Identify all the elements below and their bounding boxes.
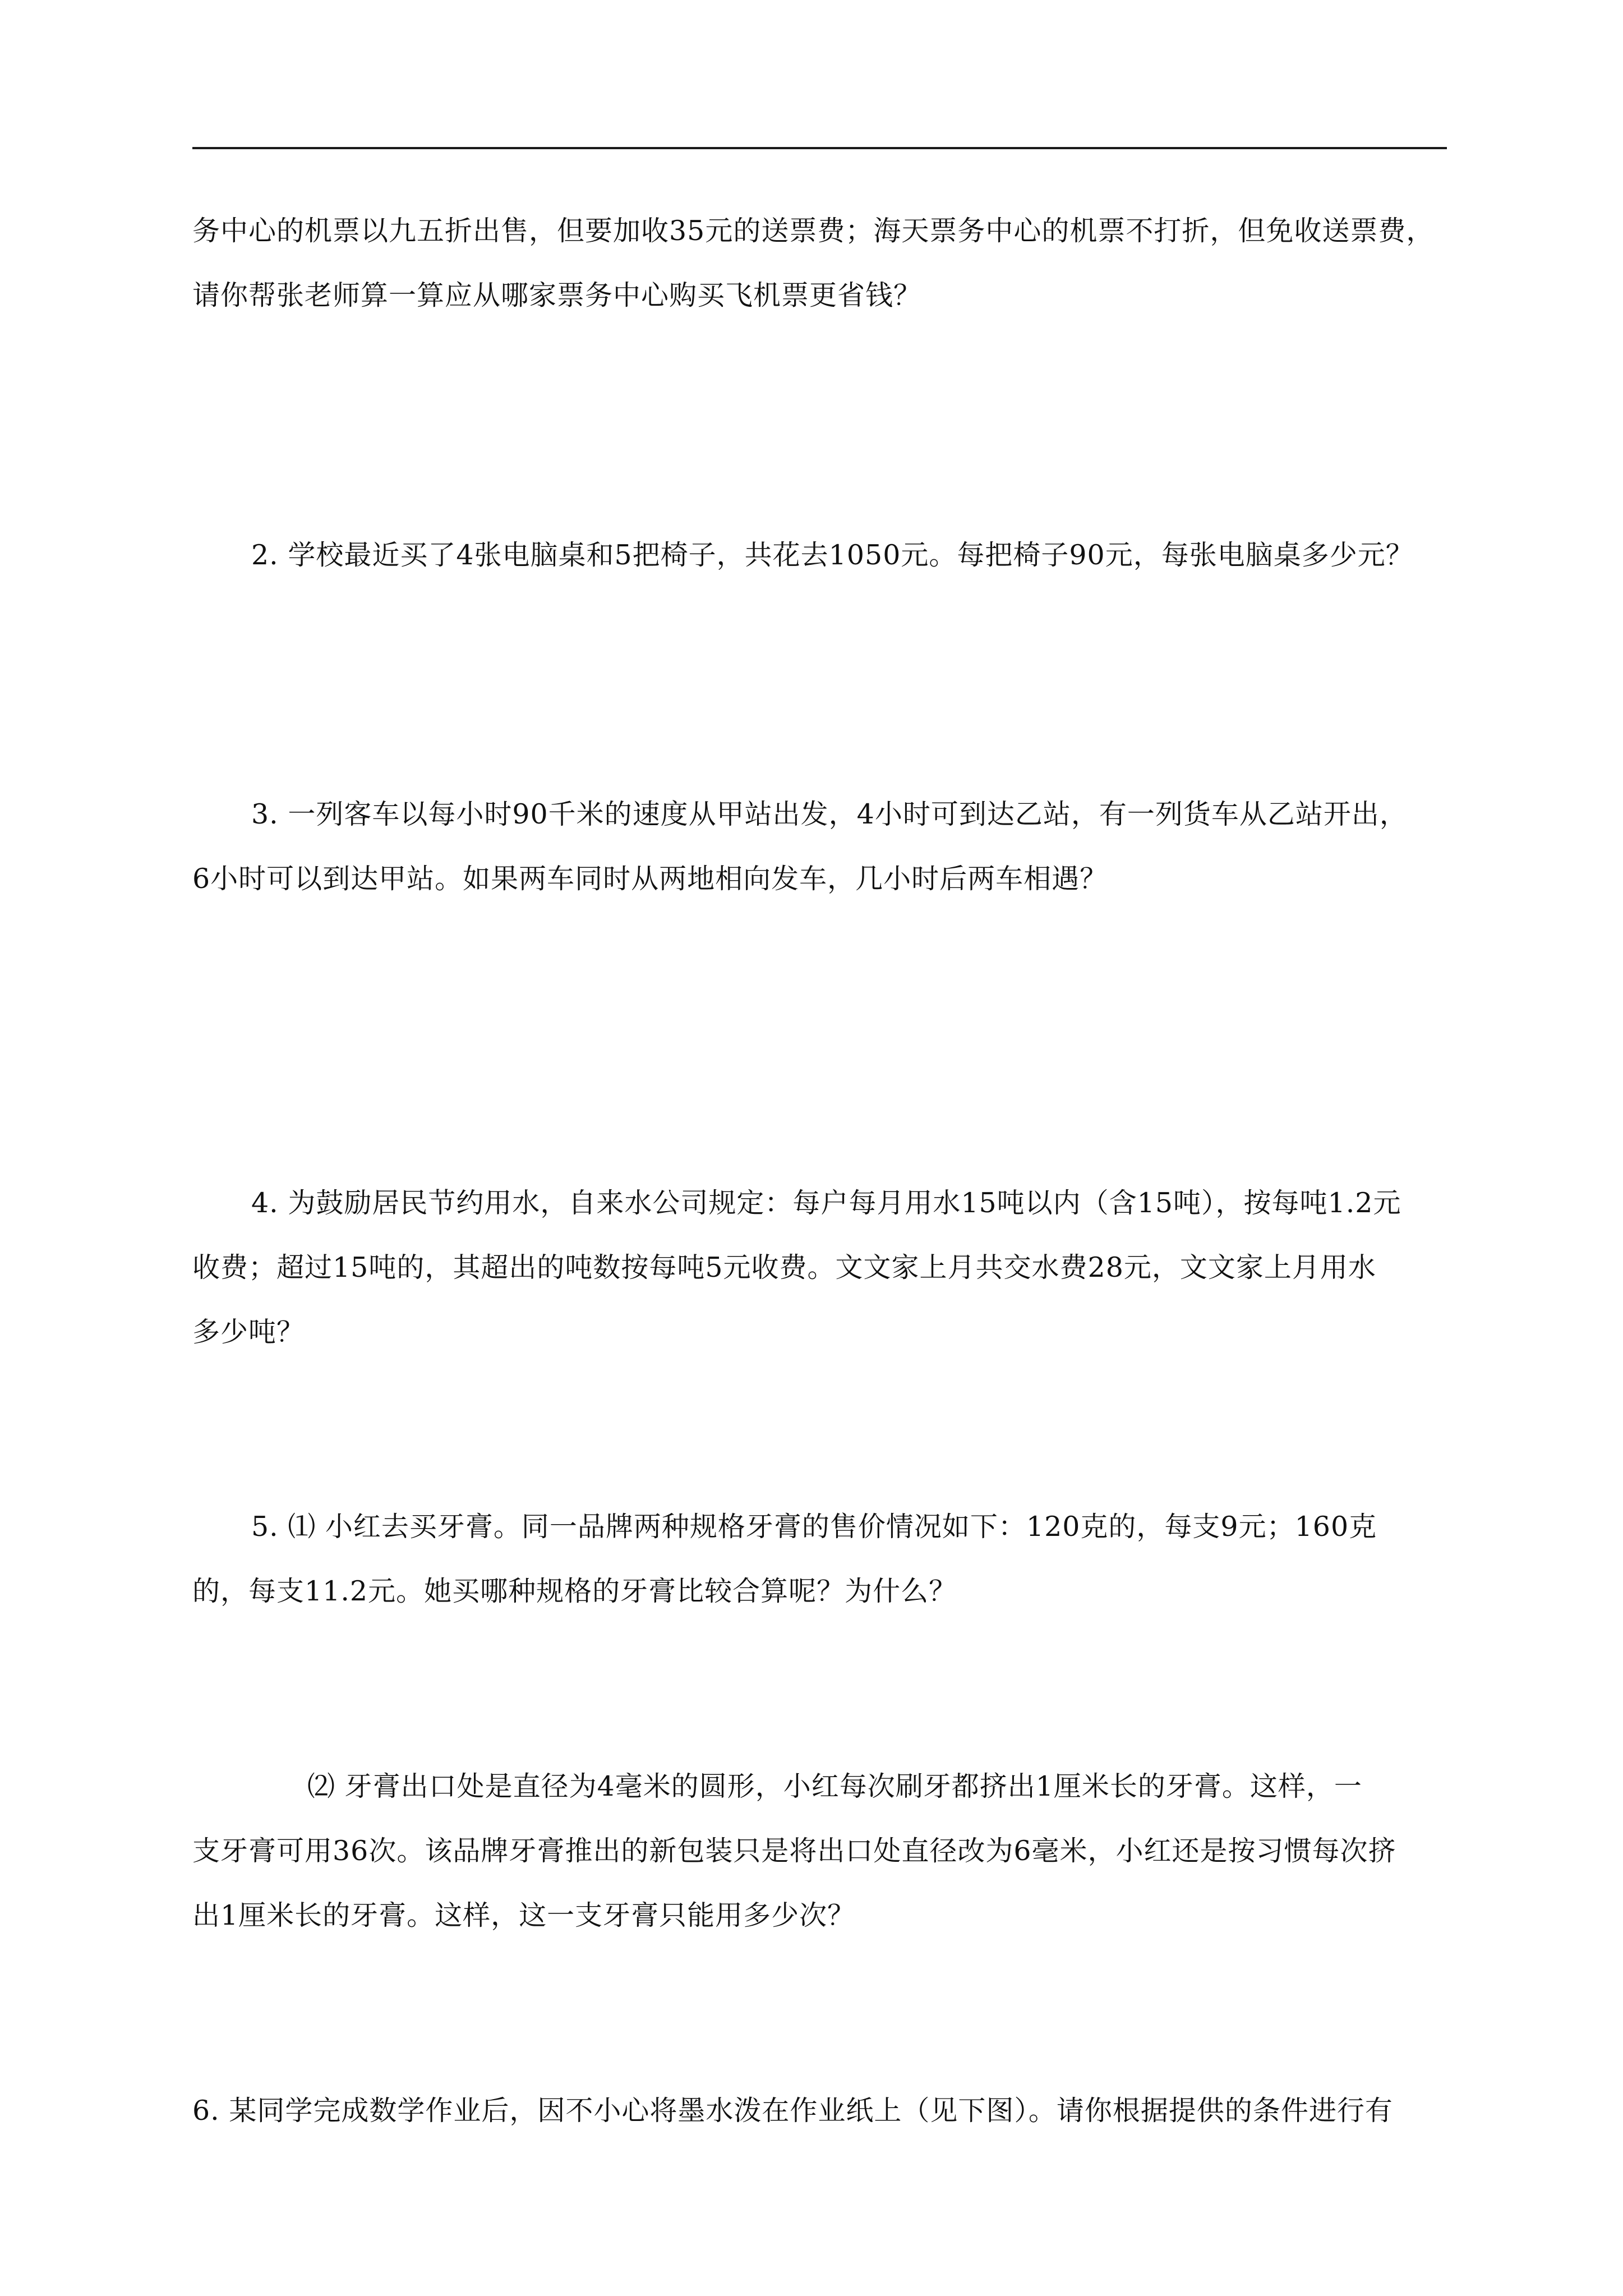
- problem-5-1-line-1: 5. ⑴ 小红去买牙膏。同一品牌两种规格牙膏的售价情况如下：120克的，每支9元；160克: [251, 1511, 1377, 1543]
- problem-1-line-2: 务中心的机票以九五折出售，但要加收35元的送票费；海天票务中心的机票不打折，但免收送票费，: [192, 215, 1435, 247]
- header-rule: [192, 147, 1447, 149]
- problem-6-line-1: 6. 某同学完成数学作业后，因不小心将墨水泼在作业纸上（见下图）。请你根据提供的条件进行有: [192, 2095, 1393, 2127]
- problem-5-2-line-2: 支牙膏可用36次。该品牌牙膏推出的新包装只是将出口处直径改为6毫米，小红还是按习惯每次挤: [192, 1835, 1396, 1867]
- problem-4-line-2: 收费；超过15吨的，其超出的吨数按每吨5元收费。文文家上月共交水费28元，文文家上月用水: [192, 1251, 1376, 1283]
- problem-4-line-1: 4. 为鼓励居民节约用水，自来水公司规定：每户每月用水15吨以内（含15吨），按每吨1.2元: [251, 1187, 1401, 1219]
- problem-5-1-line-2: 的，每支11.2元。她买哪种规格的牙膏比较合算呢？为什么？: [192, 1575, 957, 1607]
- problem-1-line-3: 请你帮张老师算一算应从哪家票务中心购买飞机票更省钱？: [192, 279, 922, 311]
- problem-2-line-1: 2. 学校最近买了4张电脑桌和5把椅子，共花去1050元。每把椅子90元，每张电脑桌多少元？: [251, 539, 1414, 571]
- problem-3-line-2: 6小时可以到达甲站。如果两车同时从两地相向发车，几小时后两车相遇？: [192, 863, 1108, 895]
- problem-5-2-line-1: ⑵ 牙膏出口处是直径为4毫米的圆形，小红每次刷牙都挤出1厘米长的牙膏。这样，一: [307, 1770, 1362, 1802]
- problem-3-line-1: 3. 一列客车以每小时90千米的速度从甲站出发，4小时可到达乙站，有一列货车从乙站开出，: [251, 798, 1408, 830]
- problem-5-2-line-3: 出1厘米长的牙膏。这样，这一支牙膏只能用多少次？: [192, 1899, 856, 1931]
- problem-4-line-3: 多少吨？: [192, 1316, 305, 1348]
